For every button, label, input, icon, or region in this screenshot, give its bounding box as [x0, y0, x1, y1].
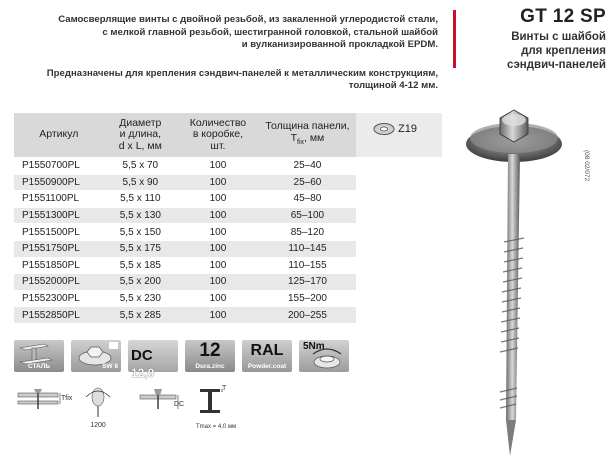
- cell-size: 5,5 x 150: [104, 224, 177, 241]
- cell-article: P1551850PL: [14, 257, 104, 274]
- socket-size: [373, 122, 417, 136]
- table-row: [14, 158, 442, 175]
- cell-size: 5,5 x 230: [104, 290, 177, 307]
- cell-empty: [356, 191, 442, 208]
- ral-badge: [242, 340, 292, 372]
- cell-size: 5,5 x 185: [104, 257, 177, 274]
- product-code: GT 12 SP: [520, 6, 606, 27]
- corner-dots-icon: [109, 342, 118, 349]
- catalog-code: (08 02/072: [583, 150, 590, 182]
- cell-thickness: 25–60: [259, 174, 356, 191]
- product-table: [14, 113, 442, 323]
- cell-quantity: 100: [177, 191, 259, 208]
- cell-size: 5,5 x 200: [104, 274, 177, 291]
- cell-article: P1552850PL: [14, 307, 104, 323]
- table-row: [14, 174, 442, 191]
- product-subtitle-line: сэндвич-панелей: [507, 59, 606, 71]
- description-line: толщиной 4-12 мм.: [348, 80, 438, 91]
- cell-empty: [356, 257, 442, 274]
- cell-quantity: 100: [177, 158, 259, 175]
- cell-empty: [356, 174, 442, 191]
- cell-quantity: 100: [177, 274, 259, 291]
- col-header-article: Артикул: [14, 113, 104, 158]
- cell-article: P1550900PL: [14, 174, 104, 191]
- ral-label: RAL: [250, 342, 284, 359]
- cell-empty: [356, 274, 442, 291]
- cell-article: P1551300PL: [14, 207, 104, 224]
- table-row: [14, 257, 442, 274]
- cell-quantity: 100: [177, 257, 259, 274]
- cell-thickness: 125–170: [259, 274, 356, 291]
- table-row: [14, 207, 442, 224]
- tfix-diagram: [14, 383, 73, 428]
- cell-empty: [356, 224, 442, 241]
- cell-article: P1552000PL: [14, 274, 104, 291]
- screw-image: [456, 92, 586, 458]
- cell-size: 5,5 x 90: [104, 174, 177, 191]
- cell-size: 5,5 x 175: [104, 240, 177, 257]
- col-header-quantity: Количество в коробке, шт.: [177, 113, 259, 158]
- cell-empty: [356, 290, 442, 307]
- table-row: [14, 307, 442, 323]
- cell-quantity: 100: [177, 290, 259, 307]
- torque-badge: [299, 340, 349, 372]
- cell-empty: [356, 307, 442, 323]
- sw-label: SW 8: [102, 363, 118, 370]
- cell-thickness: 110–155: [259, 257, 356, 274]
- hex-head-badge: [71, 340, 121, 372]
- table-row: [14, 224, 442, 241]
- accent-divider: [453, 10, 456, 68]
- dc-diagram: [138, 383, 188, 428]
- t-label: T: [222, 385, 227, 392]
- dura-number: 12: [199, 340, 221, 361]
- cell-quantity: 100: [177, 224, 259, 241]
- steel-label: СТАЛЬ: [27, 363, 51, 370]
- table-row: [14, 191, 442, 208]
- coating-badge: [185, 340, 235, 372]
- cell-empty: [356, 240, 442, 257]
- col-header-diameter: Диаметр и длина, d x L, мм: [104, 113, 177, 158]
- drill-icon: [78, 383, 118, 423]
- description-line: Предназначены для крепления сэндвич-панелей к металлическим конструкциям,: [46, 67, 438, 79]
- cell-empty: [356, 207, 442, 224]
- product-subtitle: [460, 30, 606, 72]
- cell-size: 5,5 x 70: [104, 158, 177, 175]
- tmax-diagram: [196, 383, 236, 430]
- i-beam-icon: [196, 383, 232, 423]
- steel-badge: [14, 340, 64, 372]
- dc-diagram-label: DC: [174, 401, 185, 408]
- tmax-label: Tmax = 4,0 мм: [196, 424, 237, 430]
- product-subtitle-line: Винты с шайбой: [511, 31, 606, 43]
- cell-quantity: 100: [177, 207, 259, 224]
- cell-size: 5,5 x 110: [104, 191, 177, 208]
- torque-label: 5Nm: [303, 341, 325, 352]
- cell-thickness: 155–200: [259, 290, 356, 307]
- tfix-label: Tfix: [61, 395, 73, 402]
- socket-size-label: Z19: [398, 123, 417, 135]
- col-header-thickness: Толщина панели, $T_{fix}$, мм: [259, 113, 356, 158]
- cell-thickness: 85–120: [259, 224, 356, 241]
- cell-size: 5,5 x 130: [104, 207, 177, 224]
- dc-value: 12,0: [131, 366, 155, 380]
- cell-article: P1552300PL: [14, 290, 104, 307]
- table-row: [14, 290, 442, 307]
- table-row: [14, 240, 442, 257]
- rpm-label: 1200: [90, 422, 106, 429]
- cell-article: P1550700PL: [14, 158, 104, 175]
- feature-badges: [14, 340, 349, 380]
- drill-capacity-badge: [128, 340, 178, 380]
- table-row: [14, 274, 442, 291]
- description-line: с мелкой главной резьбой, шестигранной головкой, стальной шайбой: [102, 26, 438, 38]
- cell-thickness: 65–100: [259, 207, 356, 224]
- description-line: Самосверлящие винты с двойной резьбой, из закаленной углеродистой стали,: [58, 14, 438, 25]
- tfix-icon: [14, 383, 73, 423]
- powder-label: Powder.coat: [247, 363, 287, 370]
- dura-label: Dura.zinc: [195, 363, 225, 370]
- cell-quantity: 100: [177, 174, 259, 191]
- dc-label: DC: [131, 347, 153, 364]
- rpm-diagram: [78, 383, 118, 429]
- cell-size: 5,5 x 285: [104, 307, 177, 323]
- cell-thickness: 110–145: [259, 240, 356, 257]
- cell-thickness: 200–255: [259, 307, 356, 323]
- cell-quantity: 100: [177, 240, 259, 257]
- product-description: [40, 14, 438, 93]
- cell-article: P1551750PL: [14, 240, 104, 257]
- cell-article: P1551100PL: [14, 191, 104, 208]
- cell-empty: [356, 158, 442, 175]
- cell-thickness: 25–40: [259, 158, 356, 175]
- product-title-block: [460, 6, 606, 72]
- cell-thickness: 45–80: [259, 191, 356, 208]
- cell-quantity: 100: [177, 307, 259, 323]
- washer-icon: [373, 122, 395, 136]
- description-line: и вулканизированной прокладкой EPDM.: [241, 39, 438, 50]
- cell-article: P1551500PL: [14, 224, 104, 241]
- product-subtitle-line: для крепления: [521, 45, 606, 57]
